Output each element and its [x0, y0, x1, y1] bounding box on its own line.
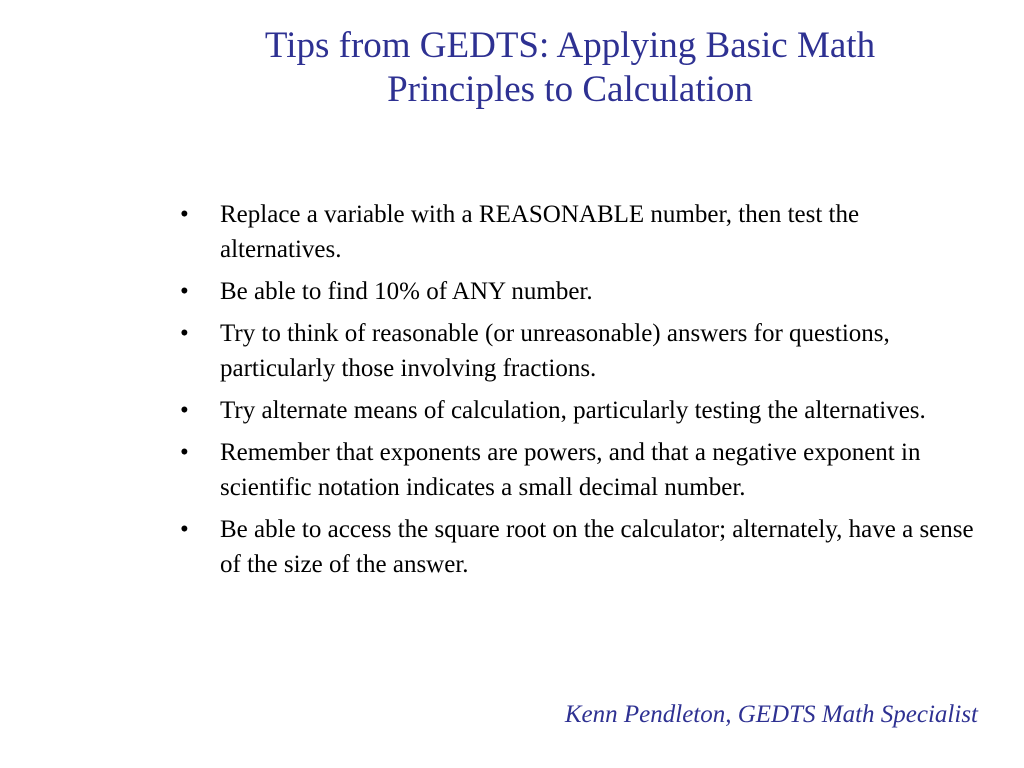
- title-line-2: Principles to Calculation: [387, 69, 753, 110]
- bullet-text: Be able to find 10% of ANY number.: [220, 278, 593, 305]
- list-item: [178, 435, 978, 505]
- bullet-list: [178, 197, 978, 589]
- bullet-icon: •: [180, 320, 189, 347]
- bullet-text: Try to think of reasonable (or unreasonable) answers for questions, particularly those involving fractions.: [220, 320, 890, 382]
- list-item: [178, 274, 978, 309]
- bullet-icon: •: [180, 278, 189, 305]
- bullet-text: Be able to access the square root on the calculator; alternately, have a sense of the size of the answer.: [220, 516, 974, 578]
- list-item: [178, 197, 978, 267]
- bullet-text: Replace a variable with a REASONABLE number, then test the alternatives.: [220, 201, 860, 263]
- bullet-text: Remember that exponents are powers, and that a negative exponent in scientific notation indicates a small decimal number.: [220, 439, 921, 501]
- bullet-icon: •: [180, 516, 189, 543]
- bullet-text: Try alternate means of calculation, particularly testing the alternatives.: [220, 397, 926, 424]
- slide-title: [150, 24, 990, 112]
- bullet-icon: •: [180, 201, 189, 228]
- author-signature: Kenn Pendleton, GEDTS Math Specialist: [564, 701, 978, 728]
- list-item: [178, 512, 978, 582]
- bullet-icon: •: [180, 397, 189, 424]
- bullet-icon: •: [180, 439, 189, 466]
- list-item: [178, 393, 978, 428]
- list-item: [178, 316, 978, 386]
- title-line-1: Tips from GEDTS: Applying Basic Math: [264, 25, 876, 66]
